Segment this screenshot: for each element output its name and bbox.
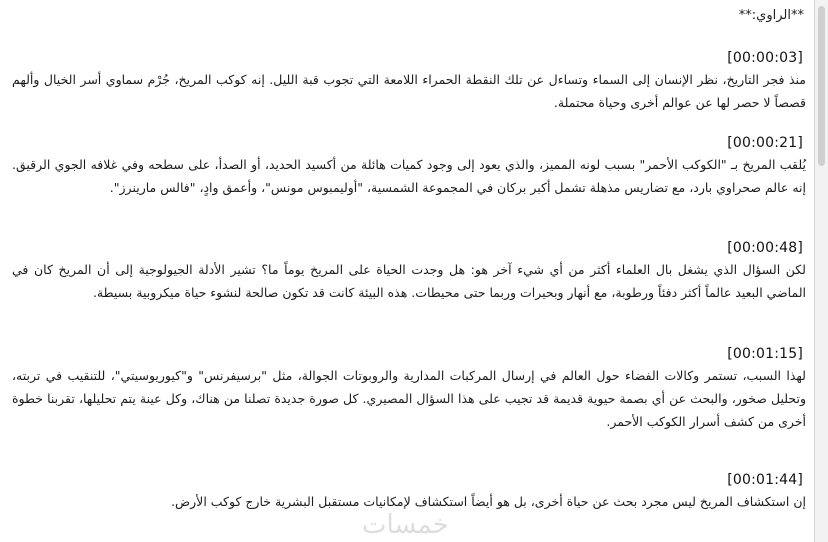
segment-text: إن استكشاف المريخ ليس مجرد بحث عن حياة أخرى، بل هو أيضاً استكشاف لإمكانيات مستقبل البشرية خارج كوكب الأرض. <box>171 494 806 509</box>
segment-text: لهذا السبب، تستمر وكالات الفضاء حول العالم في إرسال المركبات المدارية والروبوتات الجوالة، مثل "برسيفرنس" و"كيوريوسيتي"، للتنقيب في تربته، وتحليل صخور، والبحث عن أي بصمة حيوية قديمة قد تجيب على هذا السؤال المصيري. كل صورة جديدة تصلنا من هناك، وكل عينة يتم تحليلها، تقربنا خطوة أخرى من كشف أسرار الكوكب الأحمر. <box>12 368 806 429</box>
timestamp: [00:01:44] <box>727 472 803 488</box>
narrator-heading: **الراوي:** <box>738 8 804 23</box>
timestamp: [00:00:21] <box>727 135 803 151</box>
timestamp: [00:00:03] <box>727 50 803 66</box>
segment-text: لكن السؤال الذي يشغل بال العلماء أكثر من أي شيء آخر هو: هل وجدت الحياة على المريخ يوماً ما؟ تشير الأدلة الجيولوجية إلى أن المريخ كان في الماضي البعيد عالماً أكثر دفئاً ورطوبة، مع أنهار وبحيرات وربما حتى محيطات. هذه البيئة كانت قد تكون صالحة لنشوء حياة ميكروبية بسيطة. <box>12 262 806 300</box>
scrollbar-thumb[interactable] <box>818 6 825 166</box>
timestamp: [00:00:48] <box>727 240 803 256</box>
segment-text: منذ فجر التاريخ، نظر الإنسان إلى السماء وتساءل عن تلك النقطة الحمراء اللامعة التي تجوب قبة الليل. إنه كوكب المريخ، جُرْم سماوي أسر الخيال وألهم قصصاً لا حصر لها عن عوالم أخرى وحياة محتملة. <box>12 72 806 110</box>
watermark-logo: خمسات <box>362 510 449 540</box>
vertical-scrollbar[interactable] <box>815 0 828 542</box>
timestamp: [00:01:15] <box>727 346 803 362</box>
segment-text: يُلقب المريخ بـ "الكوكب الأحمر" بسبب لونه المميز، والذي يعود إلى وجود كميات هائلة من أكسيد الحديد، أو الصدأ، على سطحه وفي غلافه الجوي الرقيق. إنه عالم صحراوي بارد، مع تضاريس مذهلة تشمل أكبر بركان في المجموعة الشمسية، "أوليمبوس مونس"، وأعمق وادٍ، "فالس مارينرز". <box>12 157 806 195</box>
